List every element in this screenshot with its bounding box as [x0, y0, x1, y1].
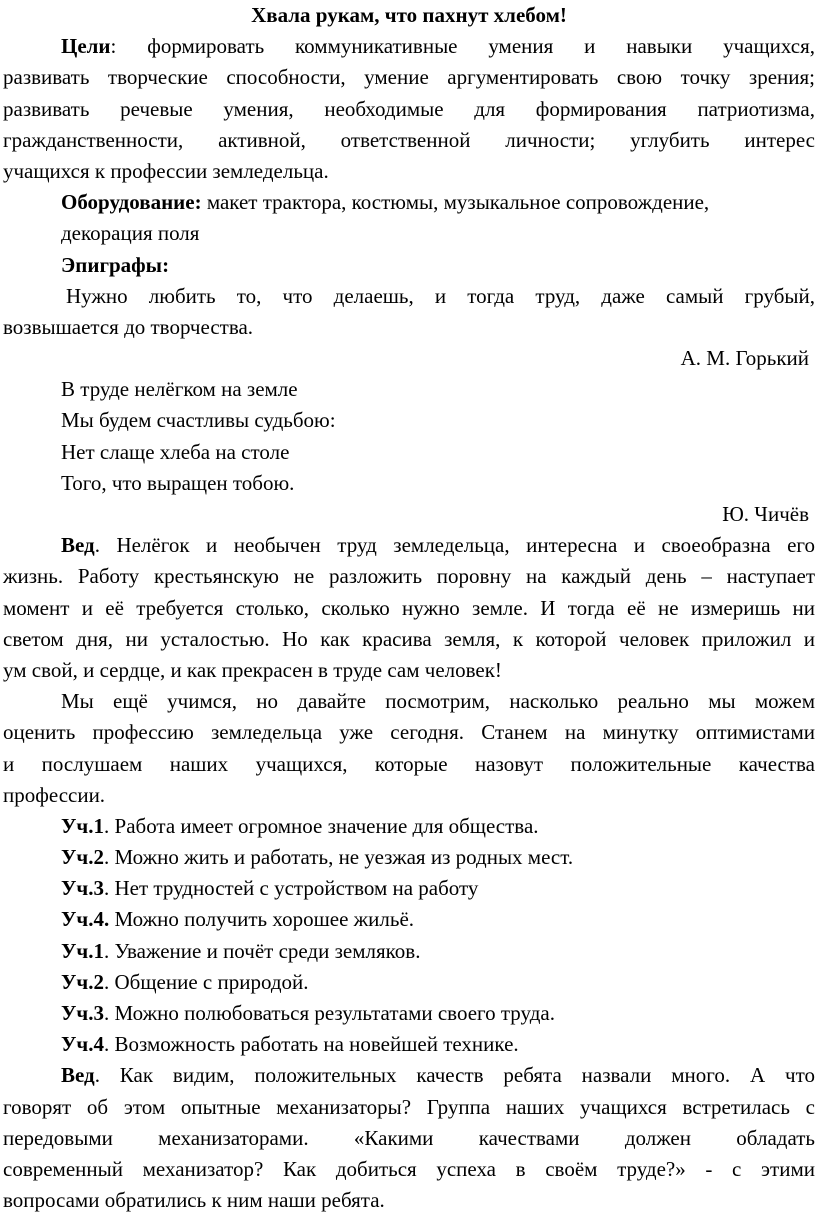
intro-paragraph: Мы ещё учимся, но давайте посмотрим, насколько реально мы можем оценить профессию земледельца уже сегодня. Станем на минутку оптимистами и послушаем наших учащихся, которые назовут положительные качества профессии. — [3, 689, 815, 807]
goals-label: Цели — [61, 34, 111, 59]
student-line: Уч.4. Возможность работать на новейшей технике. — [61, 1032, 519, 1057]
equipment-label: Оборудование: — [61, 190, 202, 215]
epigraph-author-chichev: Ю. Чичёв — [722, 502, 809, 526]
student-lines — [3, 811, 815, 1061]
epigraph-poem: В труде нелёгком на земле Мы будем счастливы судьбою: Нет слаще хлеба на столе Того, что выращен тобою. — [61, 377, 336, 495]
presenter-paragraph-1: Вед. Нелёгок и необычен труд земледельца, интересна и своеобразна его жизнь. Работу крестьянскую не разложить поровну на каждый день – наступает момент и её требуется столько, сколько нужно земле. И тогда её не измеришь ни светом дня, ни усталостью. Но как красива земля, к которой человек приложил и ум свой, и сердце, и как прекрасен в труде сам человек! — [3, 533, 815, 682]
presenter-paragraph-2: Вед. Как видим, положительных качеств ребята назвали много. А что говорят об этом опытные механизаторы? Группа наших учащихся встретилась с передовыми механизаторами. «Какими качествами должен обладать современный механизатор? Как добиться успеха в своём труде?» - с этими вопросами обратились к ним наши ребята. — [3, 1063, 815, 1213]
goals-paragraph: Цели: формировать коммуникативные умения и навыки учащихся, развивать творческие способности, умение аргументировать свою точку зрения; развивать речевые умения, необходимые для формирования патриотизма, гражданственности, активной, ответственной личности; углубить интерес учащихся к профессии земледельца. — [3, 34, 815, 183]
student-line: Уч.2. Общение с природой. — [61, 969, 309, 994]
epigraph-author-gorky: А. М. Горький — [680, 346, 809, 371]
student-line: Уч.3. Можно полюбоваться результатами своего труда. — [61, 1001, 555, 1025]
epigraph-quote: Нужно любить то, что делаешь, и тогда труд, даже самый грубый, возвышается до творчества. — [3, 283, 815, 339]
student-line: Уч.1. Работа имеет огромное значение для общества. — [61, 813, 539, 838]
epigraphs-heading: Эпиграфы: — [61, 252, 170, 277]
student-line: Уч.4. Можно получить хорошее жильё. — [61, 907, 415, 932]
presenter-label: Вед — [61, 533, 95, 558]
page-title: Хвала рукам, что пахнут хлебом! — [251, 3, 567, 27]
equipment-paragraph: Оборудование: макет трактора, костюмы, музыкальное сопровождение, декорация поля — [61, 190, 710, 246]
student-line: Уч.3. Нет трудностей с устройством на работу — [61, 876, 479, 901]
student-line: Уч.1. Уважение и почёт среди земляков. — [61, 938, 421, 963]
presenter-label: Вед — [61, 1063, 95, 1088]
student-line: Уч.2. Можно жить и работать, не уезжая из родных мест. — [61, 845, 574, 870]
